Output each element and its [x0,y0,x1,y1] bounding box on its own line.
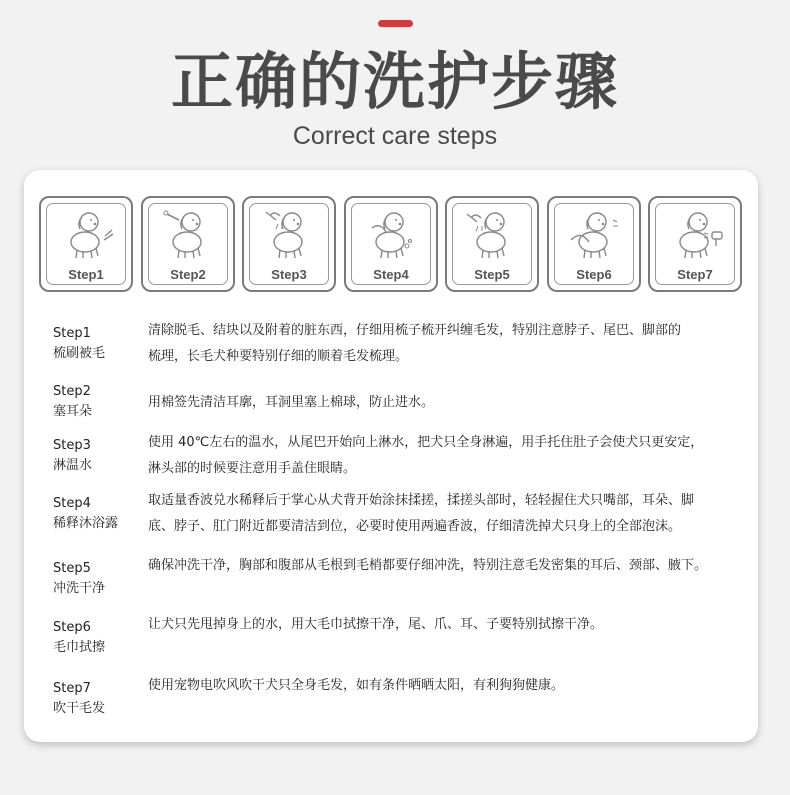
step-icon-label: Step6 [576,267,612,282]
step-description-line: 底、脖子、肛门附近都要清洁到位，必要时使用两遍香波，仔细清洗掉犬只身上的全部泡沫。 [148,519,682,534]
step-icon-tile [344,196,438,292]
step-description [148,612,738,638]
accent-bar [378,20,413,27]
step-description [148,553,738,579]
step-description [148,318,738,370]
step-name [53,559,143,599]
step-icon-label: Step2 [170,267,206,282]
step-icon-tile [445,196,539,292]
step-icon-label: Step3 [271,267,307,282]
step-description-line: 淋头部的时候要注意用手盖住眼睛。 [148,461,357,476]
step-description-line: 取适量香波兑水稀释后于掌心从犬背开始涂抹揉搓，揉搓头部时，轻轻握住犬只嘴部，耳朵、脚 [148,493,695,508]
step-number: Step4 [53,496,91,511]
step-description [148,390,738,416]
step-number: Step1 [53,326,91,341]
step-description-line: 确保冲洗干净，胸部和腹部从毛根到毛梢都要仔细冲洗，特别注意毛发密集的耳后、颈部、腋下。 [148,558,708,573]
step-icon-tile [242,196,336,292]
step-icon-label: Step4 [373,267,409,282]
step-name [53,436,143,476]
step-title: 淋温水 [53,458,93,473]
step-number: Step3 [53,438,91,453]
step-icon-label: Step1 [68,267,104,282]
step-name [53,382,143,422]
dog-brushing-icon [55,206,117,262]
step-icon-tile [648,196,742,292]
step-title: 吹干毛发 [53,701,106,716]
step-icon-tile [39,196,133,292]
step-number: Step7 [53,681,91,696]
step-description [148,673,738,699]
step-title: 稀释沐浴露 [53,516,119,531]
step-description-line: 用棉签先清洁耳廓，耳洞里塞上棉球，防止进水。 [148,395,435,410]
step-title: 冲洗干净 [53,581,106,596]
dog-shower-icon [258,206,320,262]
step-icon-row [39,196,744,296]
step-number: Step5 [53,561,91,576]
step-title: 毛巾拭擦 [53,640,106,655]
step-title: 塞耳朵 [53,404,93,419]
step-name [53,679,143,719]
step-description [148,430,738,482]
step-icon-tile [547,196,641,292]
step-description-line: 使用宠物电吹风吹干犬只全身毛发，如有条件晒晒太阳，有利狗狗健康。 [148,678,565,693]
step-description-line: 让犬只先甩掉身上的水，用大毛巾拭擦干净，尾、爪、耳、子要特别拭擦干净。 [148,617,604,632]
step-number: Step6 [53,620,91,635]
step-title: 梳刷被毛 [53,346,106,361]
step-icon-label: Step5 [474,267,510,282]
step-name [53,618,143,658]
page-subtitle: Correct care steps [292,122,498,150]
step-name [53,494,143,534]
step-icon-label: Step7 [677,267,713,282]
dog-towel-icon [563,206,625,262]
dog-ear-cleaning-icon [157,206,219,262]
dog-rinse-icon [461,206,523,262]
dog-shampoo-icon [360,206,422,262]
step-description-line: 清除脱毛、结块以及附着的脏东西，仔细用梳子梳开纠缠毛发，特别注意脖子、尾巴、脚部的 [148,323,682,338]
dog-blow-dry-icon [664,206,726,262]
page-title: 正确的洗护步骤 [170,45,619,118]
step-icon-tile [141,196,235,292]
steps-card [24,170,758,742]
step-description-line: 使用 40℃左右的温水，从尾巴开始向上淋水，把犬只全身淋遍，用手托住肚子会使犬只更安定， [148,435,704,450]
step-description-line: 梳理，长毛犬种要特别仔细的顺着毛发梳理。 [148,349,409,364]
step-number: Step2 [53,384,91,399]
step-name [53,324,143,364]
step-description [148,488,738,540]
